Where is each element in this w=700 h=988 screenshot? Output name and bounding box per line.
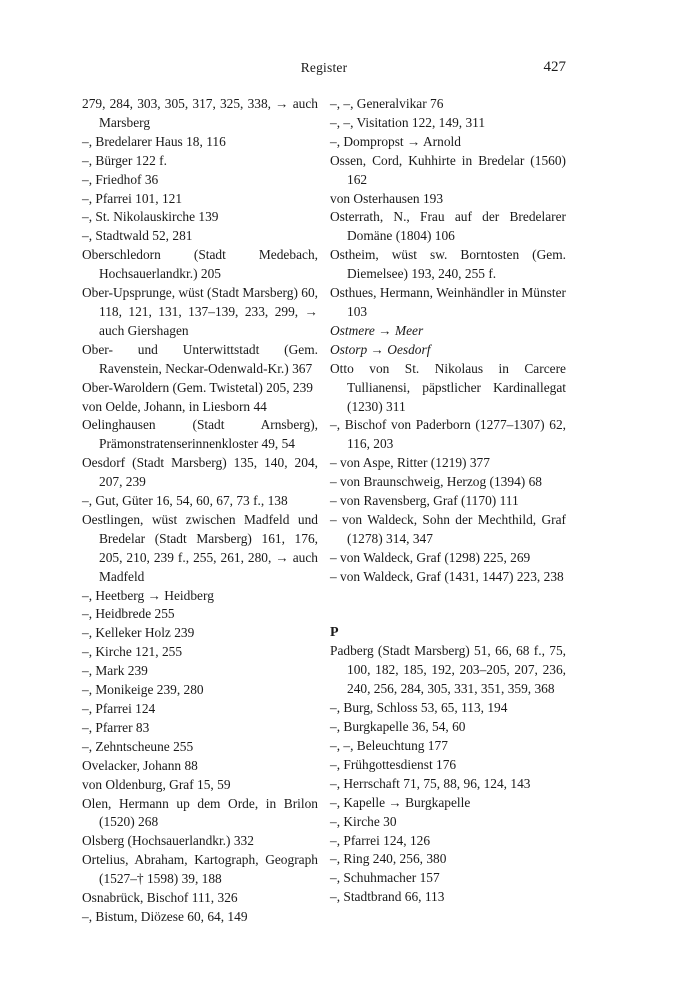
index-entry: Ostorp → Oesdorf xyxy=(330,341,431,357)
index-entry: –, Zehntscheune 255 xyxy=(82,738,194,754)
index-entry: – von Braunschweig, Herzog (1394) 68 xyxy=(330,474,542,490)
index-entry: –, Bürger 122 f. xyxy=(82,152,167,168)
index-entry: Ostmere → Meer xyxy=(330,322,424,338)
index-entry: von Oldenburg, Graf 15, 59 xyxy=(82,776,231,792)
index-entry: Osterrath, N., Frau auf der Bredelarer Domäne (1804) 106 xyxy=(330,209,566,244)
index-entry: –, St. Nikolauskirche 139 xyxy=(82,209,219,225)
index-entry: Ober-Waroldern (Gem. Twistetal) 205, 239 xyxy=(82,379,313,395)
index-entry: 279, 284, 303, 305, 317, 325, 338, → auch Marsberg xyxy=(82,96,318,130)
index-entry: Oelinghausen (Stadt Arnsberg), Prämonstratenserinnenkloster 49, 54 xyxy=(82,417,318,452)
index-entry: Ossen, Cord, Kuhhirte in Bredelar (1560) 162 xyxy=(330,152,566,187)
right-column xyxy=(330,95,566,907)
index-entry: –, Frühgottesdienst 176 xyxy=(330,756,457,772)
index-entry: –, Kirche 30 xyxy=(330,813,397,829)
index-entry: –, Ring 240, 256, 380 xyxy=(330,851,447,867)
index-entry: –, Stadtbrand 66, 113 xyxy=(330,889,445,905)
index-entry: –, Stadtwald 52, 281 xyxy=(82,228,193,244)
index-entry: Oestlingen, wüst zwischen Madfeld und Bredelar (Stadt Marsberg) 161, 176, 205, 210, 239 f., 255, 261, 280, → auch Madfeld xyxy=(82,511,318,584)
index-entry: –, Heidbrede 255 xyxy=(82,606,175,622)
index-entry: –, Pfarrei 101, 121 xyxy=(82,190,183,206)
index-entry: – von Waldeck, Sohn der Mechthild, Graf (1278) 314, 347 xyxy=(330,511,566,546)
index-entry: –, Bredelarer Haus 18, 116 xyxy=(82,133,226,149)
index-entry: –, Bistum, Diözese 60, 64, 149 xyxy=(82,908,248,924)
index-entry: –, Pfarrei 124 xyxy=(82,701,156,716)
index-entry: –, Dompropst → Arnold xyxy=(330,133,461,149)
index-entry: –, Kirche 121, 255 xyxy=(82,644,183,660)
index-entry: –, Pfarrer 83 xyxy=(82,719,150,735)
index-entry: –, Gut, Güter 16, 54, 60, 67, 73 f., 138 xyxy=(82,493,288,509)
index-entry: –, –, Visitation 122, 149, 311 xyxy=(330,114,486,130)
left-column xyxy=(82,95,318,927)
index-entry: Osthues, Hermann, Weinhändler in Münster 103 xyxy=(330,285,566,319)
index-entry: – von Waldeck, Graf (1298) 225, 269 xyxy=(330,549,531,565)
index-entry: Olsberg (Hochsauerlandkr.) 332 xyxy=(82,833,254,849)
index-entry: Ortelius, Abraham, Kartograph, Geograph (1527–† 1598) 39, 188 xyxy=(82,852,318,887)
index-entry: – von Aspe, Ritter (1219) 377 xyxy=(330,455,490,471)
index-entry: Oesdorf (Stadt Marsberg) 135, 140, 204, 207, 239 xyxy=(82,455,318,490)
index-entry: Ostheim, wüst sw. Borntosten (Gem. Diemelsee) 193, 240, 255 f. xyxy=(330,247,566,282)
index-entry: Otto von St. Nikolaus in Carcere Tullianensi, päpstlicher Kardinallegat (1230) 311 xyxy=(330,360,566,414)
index-entry: Oberschledorn (Stadt Medebach, Hochsauerlandkr.) 205 xyxy=(82,247,318,282)
index-entry: –, Kapelle → Burgkapelle xyxy=(330,794,471,810)
index-entry: Ovelacker, Johann 88 xyxy=(82,757,198,773)
section-letter: P xyxy=(330,624,339,640)
running-title: Register xyxy=(300,60,348,75)
index-entry: –, –, Beleuchtung 177 xyxy=(330,737,448,753)
page-number: 427 xyxy=(543,59,566,75)
index-entry: von Oelde, Johann, in Liesborn 44 xyxy=(82,398,267,414)
index-entry: von Osterhausen 193 xyxy=(330,190,444,206)
index-entry: Padberg (Stadt Marsberg) 51, 66, 68 f., 75, 100, 182, 185, 192, 203–205, 207, 236, 240, 256, 284, 305, 331, 351, 359, 368 xyxy=(330,643,566,697)
index-entry: –, Mark 239 xyxy=(82,663,148,679)
running-header xyxy=(82,60,566,82)
index-entry: –, Burgkapelle 36, 54, 60 xyxy=(330,719,466,735)
index-entry: –, Friedhof 36 xyxy=(82,171,159,187)
index-entry: Ober- und Unterwittstadt (Gem. Ravenstein, Neckar-Odenwald-Kr.) 367 xyxy=(82,341,318,376)
index-entry: –, Monikeige 239, 280 xyxy=(82,682,204,698)
index-entry: –, Kelleker Holz 239 xyxy=(82,625,195,641)
index-entry: –, Herrschaft 71, 75, 88, 96, 124, 143 xyxy=(330,775,531,791)
index-entry: –, Pfarrei 124, 126 xyxy=(330,832,431,848)
index-entry: –, Schuhmacher 157 xyxy=(330,870,440,886)
index-entry: Osnabrück, Bischof 111, 326 xyxy=(82,890,238,906)
index-entry: –, Burg, Schloss 53, 65, 113, 194 xyxy=(330,700,508,716)
section-spacer xyxy=(330,587,566,624)
index-entry: Ober-Upsprunge, wüst (Stadt Marsberg) 60, 118, 121, 131, 137–139, 233, 299, → auch Giershagen xyxy=(82,285,319,338)
index-entry: – von Ravensberg, Graf (1170) 111 xyxy=(330,493,519,509)
index-entry: –, Bischof von Paderborn (1277–1307) 62, 116, 203 xyxy=(330,417,566,452)
index-entry: –, –, Generalvikar 76 xyxy=(330,96,444,111)
index-entry: –, Heetberg → Heidberg xyxy=(82,587,214,603)
index-entry: – von Waldeck, Graf (1431, 1447) 223, 238 xyxy=(330,568,564,584)
index-entry: Olen, Hermann up dem Orde, in Brilon (1520) 268 xyxy=(82,795,318,830)
